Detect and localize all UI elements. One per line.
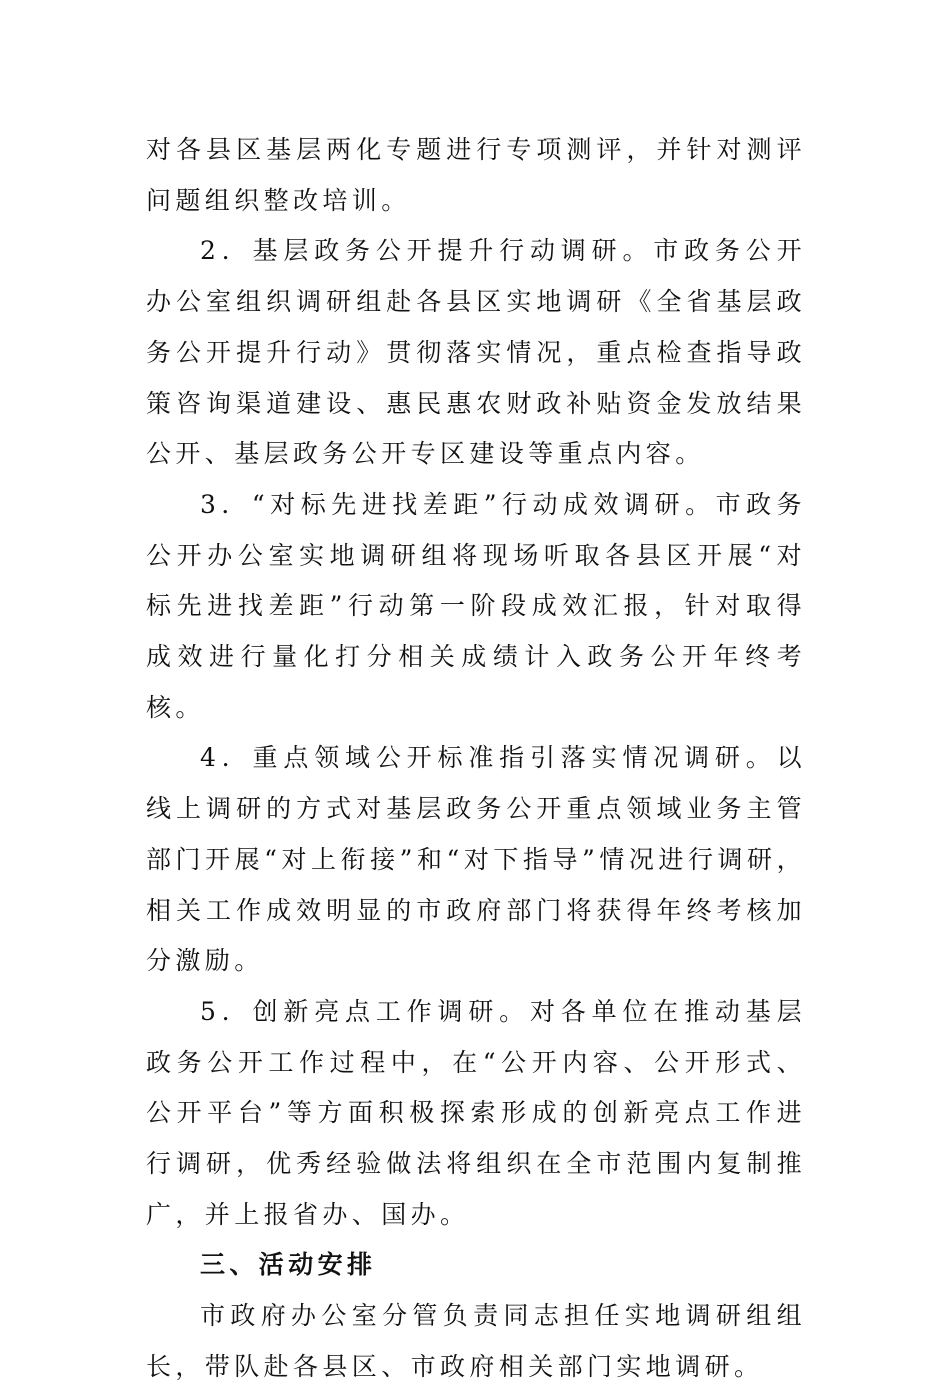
paragraph-item-5: 5．创新亮点工作调研。对各单位在推动基层政务公开工作过程中，在“公开内容、公开形式、公开平台”等方面积极探索形成的创新亮点工作进行调研，优秀经验做法将组织在全市范围内复制推广，并上报省办、国办。 <box>146 996 806 1229</box>
paragraph-item-2: 2．基层政务公开提升行动调研。市政务公开办公室组织调研组赴各县区实地调研《全省基层政务公开提升行动》贯彻落实情况，重点检查指导政策咨询渠道建设、惠民惠农财政补贴资金发放结果公开、基层政务公开专区建设等重点内容。 <box>146 236 806 469</box>
section-paragraph: 市政府办公室分管负责同志担任实地调研组组长，带队赴各县区、市政府相关部门实地调研。 <box>146 1301 806 1381</box>
section-heading: 三、活动安排 <box>200 1250 377 1280</box>
paragraph-item-4: 4．重点领域公开标准指引落实情况调研。以线上调研的方式对基层政务公开重点领域业务主管部门开展“对上衔接”和“对下指导”情况进行调研，相关工作成效明显的市政府部门将获得年终考核加分激励。 <box>146 743 806 976</box>
paragraph-item-3: 3．“对标先进找差距”行动成效调研。市政务公开办公室实地调研组将现场听取各县区开展“对标先进找差距”行动第一阶段成效汇报，针对取得成效进行量化打分相关成绩计入政务公开年终考核。 <box>146 489 806 722</box>
document-page <box>146 125 806 1393</box>
paragraph-continuation: 对各县区基层两化专题进行专项测评，并针对测评问题组织整改培训。 <box>146 135 806 215</box>
